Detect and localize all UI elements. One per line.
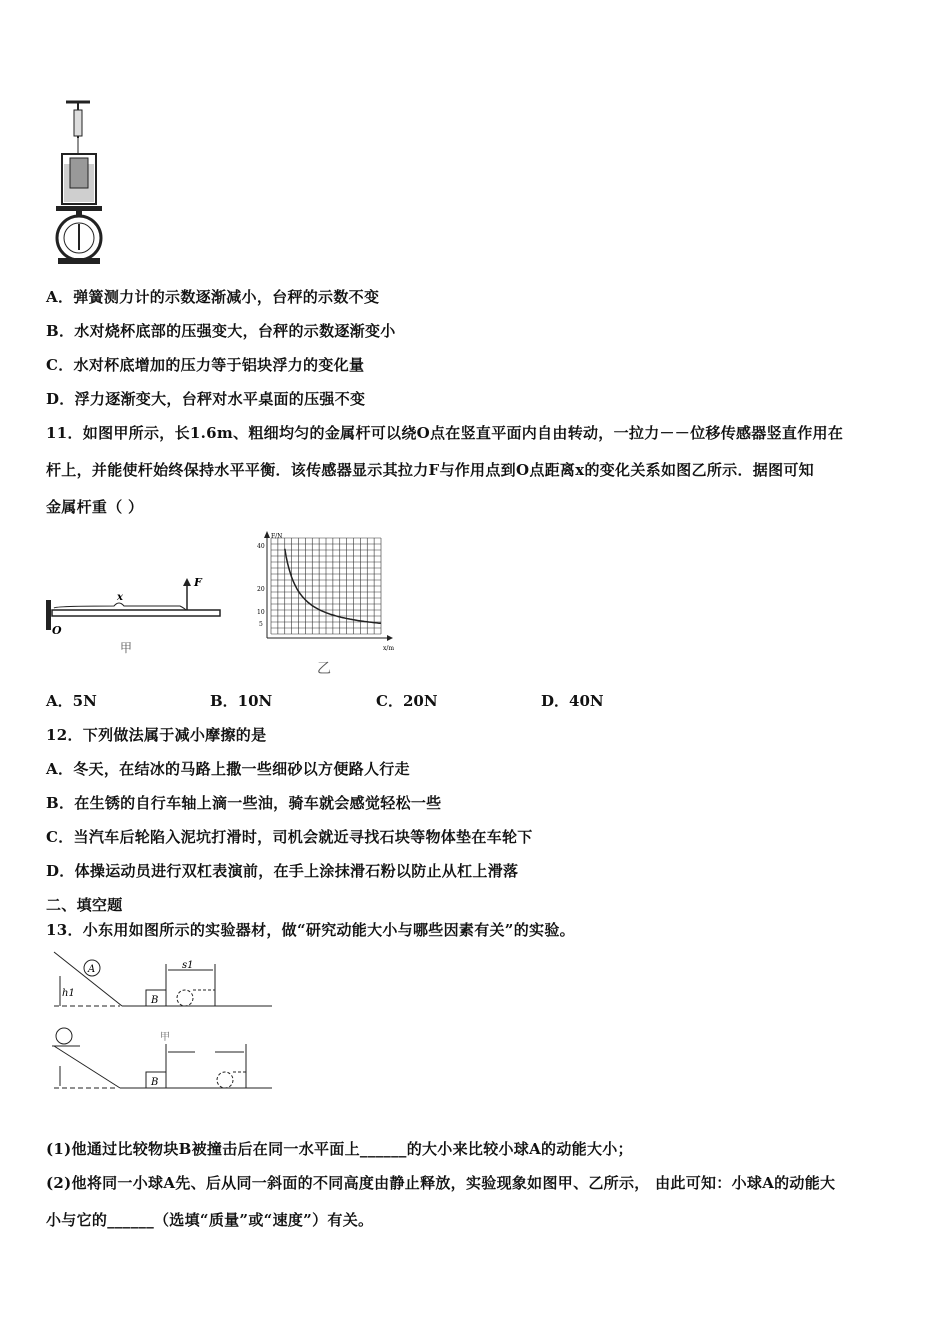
ball-label: A [88,964,96,975]
q12-option-d: D．体操运动员进行双杠表演前，在手上涂抹滑石粉以防止从杠上滑落 [46,862,519,880]
label-x: x [117,592,123,603]
q13-part-1: (1)他通过比较物块B被撞击后在同一水平面上______的大小来比较小球A的动能大小； [46,1140,633,1158]
y-tick-20: 20 [257,586,265,593]
q11-option-a: A．5N [46,692,97,710]
q11-text-line-2: 杆上，并能使杆始终保持水平平衡．该传感器显示其拉力F与作用点到O点距离x的变化关系如图乙所示．据图可知 [46,461,814,479]
q10-option-a: A．弹簧测力计的示数逐渐减小，台秤的示数不变 [46,288,380,306]
x-axis-label: x/m [383,645,395,652]
q10-option-d: D．浮力逐渐变大，台秤对水平桌面的压强不变 [46,390,366,408]
label-o: O [52,624,62,637]
q11-text-line-1: 11．如图甲所示，长1.6m、粗细均匀的金属杆可以绕O点在竖直平面内自由转动，一拉力－－位移传感器竖直作用在 [46,424,844,442]
label-f: F [194,576,202,589]
height-label: h1 [62,988,75,999]
q13-part-2-line-1: (2)他将同一小球A先、后从同一斜面的不同高度由静止释放，实验现象如图甲、乙所示， 由此可知：小球A的动能大 [46,1174,836,1192]
caption-jia: 甲 [120,641,133,655]
section-heading: 二、填空题 [46,896,123,914]
q11-text-line-3: 金属杆重（ ） [46,498,144,516]
q10-option-c: C．水对杯底增加的压力等于铝块浮力的变化量 [46,356,365,374]
ramp-experiment-figure [50,948,280,1098]
q11-option-c: C．20N [376,692,438,710]
block-label-2: B [151,1077,159,1088]
distance-label: s1 [182,960,194,971]
q12-option-a: A．冬天，在结冰的马路上撒一些细砂以方便路人行走 [46,760,410,778]
q11-option-d: D．40N [541,692,604,710]
q12-option-c: C．当汽车后轮陷入泥坑打滑时，司机会就近寻找石块等物体垫在车轮下 [46,828,533,846]
caption-jia: 甲 [160,1032,170,1043]
y-axis-label: F/N [271,533,283,540]
block-label-1: B [151,995,159,1006]
q10-option-b: B．水对烧杯底部的压强变大，台秤的示数逐渐变小 [46,322,396,340]
y-tick-10: 10 [257,609,265,616]
q13-part-2-line-2: 小与它的______（选填“质量”或“速度”）有关。 [46,1211,374,1229]
spring-scale-figure [50,98,110,268]
q12-title: 12．下列做法属于减小摩擦的是 [46,726,267,744]
q11-option-b: B．10N [210,692,273,710]
q12-option-b: B．在生锈的自行车轴上滴一些油，骑车就会感觉轻松一些 [46,794,442,812]
q13-title: 13．小东用如图所示的实验器材，做“研究动能大小与哪些因素有关”的实验。 [46,921,575,939]
caption-yi: 乙 [317,661,331,677]
force-distance-graph [255,528,395,678]
y-tick-5: 5 [259,621,263,628]
y-tick-40: 40 [257,543,265,550]
lever-figure [44,570,234,660]
